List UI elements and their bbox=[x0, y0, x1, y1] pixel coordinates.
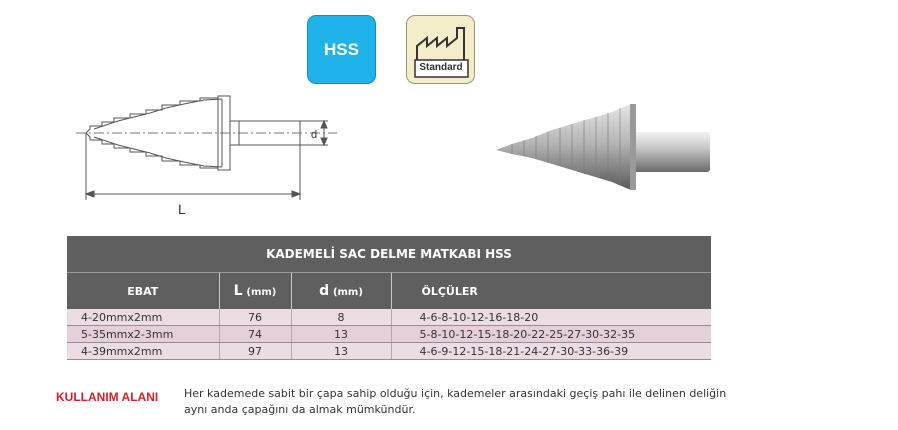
cell-d: 8 bbox=[291, 309, 391, 326]
standard-badge-label: Standard bbox=[419, 62, 463, 73]
cell-l: 74 bbox=[219, 326, 291, 343]
cell-d: 13 bbox=[291, 343, 391, 360]
usage-text: Her kademede sabit bir çapa sahip olduğu için, kademeler arasındaki geçiş pahı ile delinen deliğin aynı anda çapağını da almak mümkündür. bbox=[184, 387, 727, 416]
cell-ebat: 4-20mmx2mm bbox=[67, 309, 219, 326]
cell-olculer: 4-6-8-10-12-16-18-20 bbox=[391, 309, 711, 326]
header-d-symbol: d bbox=[319, 283, 330, 299]
usage-label: KULLANIM ALANI bbox=[56, 390, 159, 404]
cell-d: 13 bbox=[291, 326, 391, 343]
hss-badge-label: HSS bbox=[324, 39, 359, 59]
hss-badge bbox=[307, 15, 376, 84]
cell-olculer: 5-8-10-12-15-18-20-22-25-27-30-32-35 bbox=[391, 326, 711, 343]
header-l-symbol: L bbox=[233, 283, 243, 299]
table-row bbox=[67, 326, 711, 343]
cell-ebat: 4-39mmx2mm bbox=[67, 343, 219, 360]
standard-badge bbox=[406, 15, 475, 84]
header-l-unit: (mm) bbox=[246, 287, 277, 298]
cell-l: 97 bbox=[219, 343, 291, 360]
factory-icon bbox=[407, 16, 476, 85]
header-d-unit: (mm) bbox=[332, 287, 363, 298]
cell-ebat: 5-35mmx2-3mm bbox=[67, 326, 219, 343]
cell-olculer: 4-6-9-12-15-18-21-24-27-30-33-36-39 bbox=[391, 343, 711, 360]
header-l bbox=[219, 273, 291, 310]
table-row bbox=[67, 309, 711, 326]
spec-table bbox=[67, 236, 711, 360]
table-row bbox=[67, 343, 711, 360]
table-title: KADEMELİ SAC DELME MATKABI HSS bbox=[67, 236, 711, 273]
length-label: L bbox=[178, 201, 186, 217]
header-ebat: EBAT bbox=[67, 273, 219, 310]
diameter-label: d bbox=[311, 129, 318, 141]
header-d bbox=[291, 273, 391, 310]
cell-l: 76 bbox=[219, 309, 291, 326]
step-drill-photo bbox=[492, 92, 722, 202]
header-olculer: ÖLÇÜLER bbox=[391, 273, 711, 310]
step-drill-drawing bbox=[72, 88, 342, 220]
